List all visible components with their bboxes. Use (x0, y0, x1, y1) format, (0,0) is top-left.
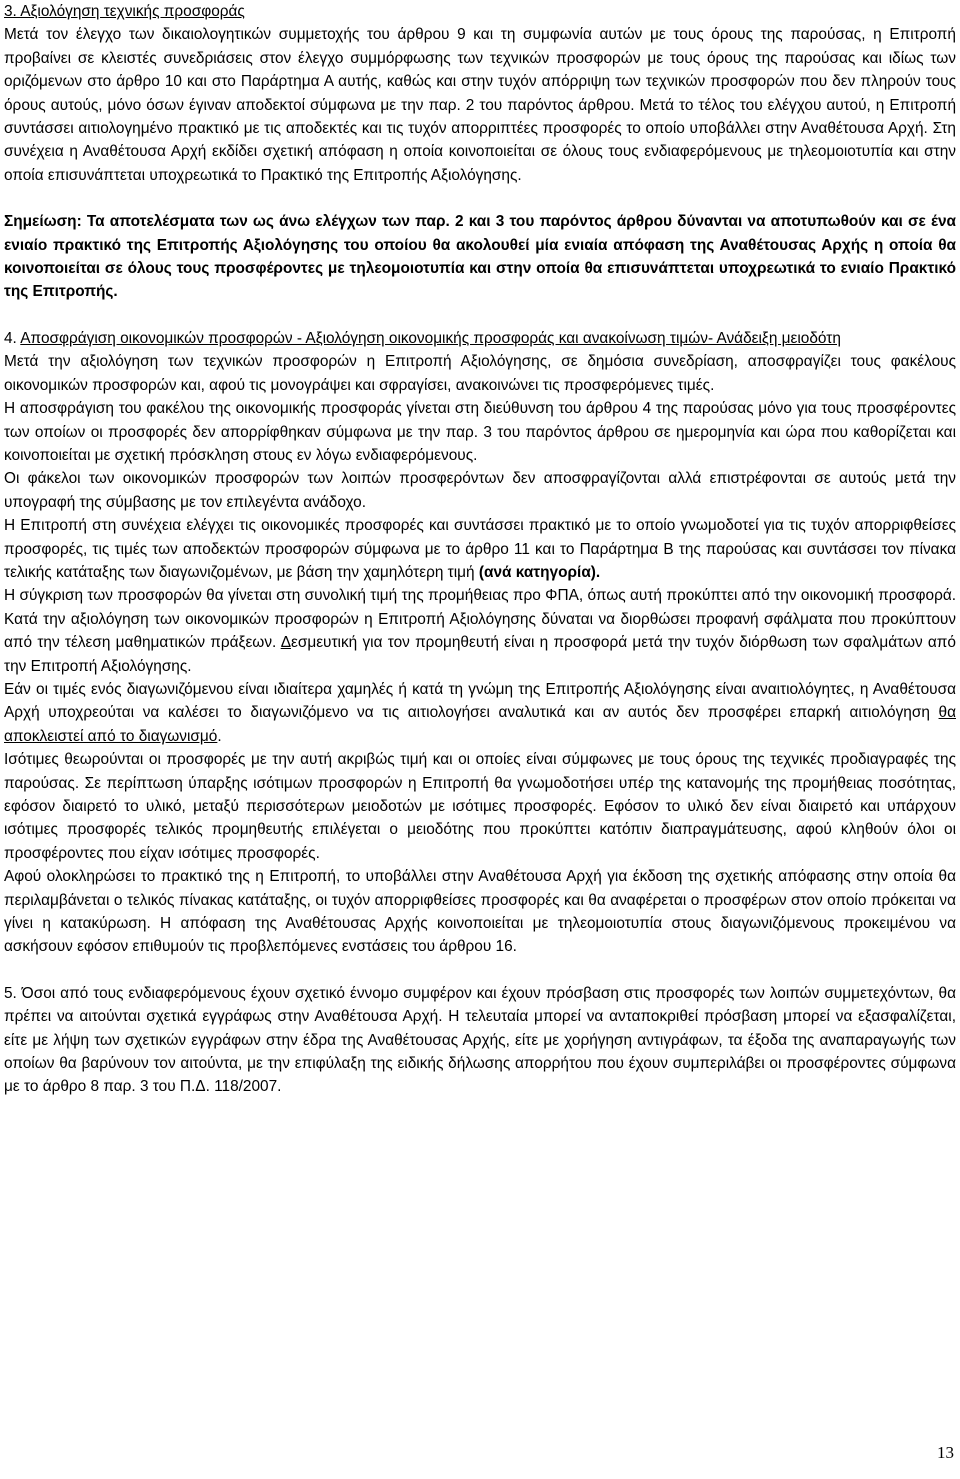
section-4-paragraph-6 (4, 678, 956, 748)
section-4-paragraph-8: Αφού ολοκληρώσει το πρακτικό της η Επιτροπή, το υποβάλλει στην Αναθέτουσα Αρχή για έκδοση της σχετικής απόφασης στην οποία θα περιλαμβάνεται ο τελικός πίνακας κατάταξης, οι τυχόν απορριφθείσες προσφορές και θα αναφέρεται ο προσφέρων στον οποίο πρόκειται να γίνει η κατακύρωση. Η απόφαση της Αναθέτουσας Αρχής κοινοποιείται με τηλεομοιοτυπία στους διαγωνιζόμενους προκειμένου να ασκήσουν εφόσον επιθυμούν τις προβλεπόμενες ενστάσεις του άρθρου 16. (4, 868, 956, 956)
section-4-heading (4, 327, 956, 350)
spacer (4, 304, 956, 327)
section-4-paragraph-4 (4, 514, 956, 584)
section-3-paragraph-part-b: Μετά το τέλος του ελέγχου αυτού, η Επιτροπή συντάσσει αιτιολογημένο πρακτικό με τις αποδεκτές και τις τυχόν απορριπτέες προσφορές το οποίο υποβάλλει στην Αναθέτουσα Αρχή. Στη συνέχεια η Αναθέτουσα Αρχή εκδίδει σχετική απόφαση η οποία κοινοποιείται σε όλους τους ενδιαφερόμενους με τηλεομοιοτυπία και στην οποία επισυνάπτεται υποχρεωτικά το Πρακτικό της Επιτροπής Αξιολόγησης. (4, 96, 956, 184)
paragraph-5-text: Η σύγκριση των προσφορών θα γίνεται στη συνολική τιμή της προμήθειας προ ΦΠΑ, όπως αυτή προκύπτει από την οικονομική προσφορά. Κατά την αξιολόγηση των οικονομικών προσφορών η Επιτροπή Αξιολόγησης δύναται να διορθώσει προφανή σφάλματα που προκύπτουν από την τέλεση μαθηματικών πράξεων. (4, 587, 956, 652)
paragraph-5-text-end: εσμευτική για τον προμηθευτή είναι η προσφορά μετά την τυχόν διόρθωση των σφαλμάτων από την Επιτροπή Αξιολόγησης. (4, 634, 956, 675)
document-page (4, 0, 956, 1099)
paragraph-4-text: Η Επιτροπή στη συνέχεια ελέγχει τις οικονομικές προσφορές και συντάσσει πρακτικό με το οποίο γνωμοδοτεί για τις τυχόν απορριφθείσες προσφορές, τις τιμές των αποδεκτών προσφορών σύμφωνα με το άρθρο 11 και το Παράρτημα Β της παρούσας και συντάσσει τον πίνακα τελικής κατάταξης των διαγωνιζομένων, με βάση την χαμηλότερη τιμή (4, 517, 956, 581)
section-3-paragraph (4, 23, 956, 187)
section-4-paragraph-1: Μετά την αξιολόγηση των τεχνικών προσφορών η Επιτροπή Αξιολόγησης, σε δημόσια συνεδρίαση, αποσφραγίζει τους φακέλους οικονομικών προσφορών και, αφού τις μονογράψει και σφραγίσει, ανακοινώνει τις προσφερόμενες τιμές. (4, 353, 956, 394)
paragraph-6-underlined: θα αποκλειστεί από το διαγωνισμό (4, 704, 956, 745)
paragraph-5-underlined-letter: Δ (280, 634, 291, 652)
section-4-title: Αποσφράγιση οικονομικών προσφορών - Αξιολόγηση οικονομικής προσφοράς και ανακοίνωση τιμών- Ανάδειξη μειοδότη (20, 329, 841, 347)
spacer (4, 187, 956, 210)
section-4-paragraph-3: Οι φάκελοι των οικονομικών προσφορών των λοιπών προσφερόντων δεν αποσφραγίζονται αλλά επιστρέφονται σε αυτούς μετά την υπογραφή της σύμβασης με τον επιλεγέντα ανάδοχο. (4, 470, 956, 511)
section-3-heading: 3. Αξιολόγηση τεχνικής προσφοράς (4, 3, 245, 20)
spacer (4, 959, 956, 982)
section-3-paragraph-part-a: Μετά τον έλεγχο των δικαιολογητικών συμμετοχής του άρθρου 9 και τη συμφωνία αυτών με τους όρους της παρούσας, η Επιτροπή προβαίνει σε κλειστές συνεδριάσεις στον έλεγχο συμμόρφωσης των τεχνικών προσφορών με τους όρους της παρούσας και ιδίως των οριζόμενων στο άρθρο 10 και στο Παράρτημα Α αυτής, καθώς και στην τυχόν απόρριψη των τεχνικών προσφορών που δεν πληρούν τους όρους αυτούς, μόνο όσων έγιναν αποδεκτοί σύμφωνα με την παρ. 2 του παρόντος άρθρου. (4, 26, 956, 114)
section-4-number: 4. (4, 329, 17, 347)
page-number: 13 (937, 1443, 954, 1462)
section-5-paragraph: 5. Όσοι από τους ενδιαφερόμενους έχουν σχετικό έννομο συμφέρον και έχουν πρόσβαση στις προσφορές των λοιπών συμμετεχόντων, θα πρέπει να αιτούνται σχετικά εγγράφως στην Αναθέτουσα Αρχή. Η τελευταία μπορεί να ανταποκριθεί πρόσβαση μπορεί να εξασφαλίζεται, είτε με λήψη των σχετικών εγγράφων στην έδρα της Αναθέτουσας Αρχής, είτε με χορήγηση αντιγράφων, τα έξοδα της αναπαραγωγής των οποίων θα βαρύνουν τον αιτούντα, με την επιφύλαξη της ειδικής δήλωσης απορρήτου που έχουν συμπεριλάβει οι προσφέροντες σύμφωνα με το άρθρο 8 παρ. 3 του Π.Δ. 118/2007. (4, 984, 956, 1096)
paragraph-6-text: Εάν οι τιμές ενός διαγωνιζόμενου είναι ιδιαίτερα χαμηλές ή κατά τη γνώμη της Επιτροπής Αξιολόγησης είναι αναιτιολόγητες, η Αναθέτουσα Αρχή υποχρεούται να καλέσει το διαγωνιζόμενο να τις αιτιολογήσει αναλυτικά και αν αυτός δεν προσφέρει επαρκή αιτιολόγηση (4, 680, 956, 722)
paragraph-6-end: . (217, 727, 222, 745)
section-4-paragraph-7: Ισότιμες θεωρούνται οι προσφορές με την αυτή ακριβώς τιμή και οι οποίες είναι σύμφωνες με τους όρους της τεχνικές προδιαγραφές της παρούσας. Σε περίπτωση ύπαρξης ισότιμων προσφορών η Επιτροπή θα γνωμοδοτήσει υπέρ της κατανομής της προμήθειας ποσότητας, εφόσον διαιρετό το υλικό, μεταξύ περισσότερων μειοδοτών με ισότιμες προσφορές. Εφόσον το υλικό δεν είναι διαιρετό και υπάρχουν ισότιμες προσφορές τελικός προμηθευτής επιλέγεται ο μειοδότης που προκύπτει κατόπιν διαπραγμάτευσης, αφού κληθούν όλοι οι προσφέροντες που είχαν ισότιμες προσφορές. (4, 751, 956, 862)
paragraph-4-bold: (ανά κατηγορία). (478, 563, 601, 581)
section-4-paragraph-5 (4, 584, 956, 678)
section-3-note: Σημείωση: Τα αποτελέσματα των ως άνω ελέγχων των παρ. 2 και 3 του παρόντος άρθρου δύνανται να αποτυπωθούν και σε ένα ενιαίο πρακτικό της Επιτροπής Αξιολόγησης του οποίου θα ακολουθεί μία ενιαία απόφαση της Αναθέτουσας Αρχής η οποία θα κοινοποιείται σε όλους τους προσφέροντες με τηλεομοιοτυπία και στην οποία θα επισυνάπτεται υποχρεωτικά το ενιαίο Πρακτικό της Επιτροπής. (4, 213, 956, 301)
section-4-paragraph-2: Η αποσφράγιση του φακέλου της οικονομικής προσφοράς γίνεται στη διεύθυνση του άρθρου 4 της παρούσας μόνο για τους προσφέροντες των οποίων οι προσφορές δεν απορρίφθηκαν σύμφωνα με την παρ. 3 του παρόντος άρθρου σε ημερομηνία και ώρα που καθορίζεται και κοινοποιείται με σχετική πρόσκληση στους εν λόγω ενδιαφερόμενους. (4, 400, 956, 464)
